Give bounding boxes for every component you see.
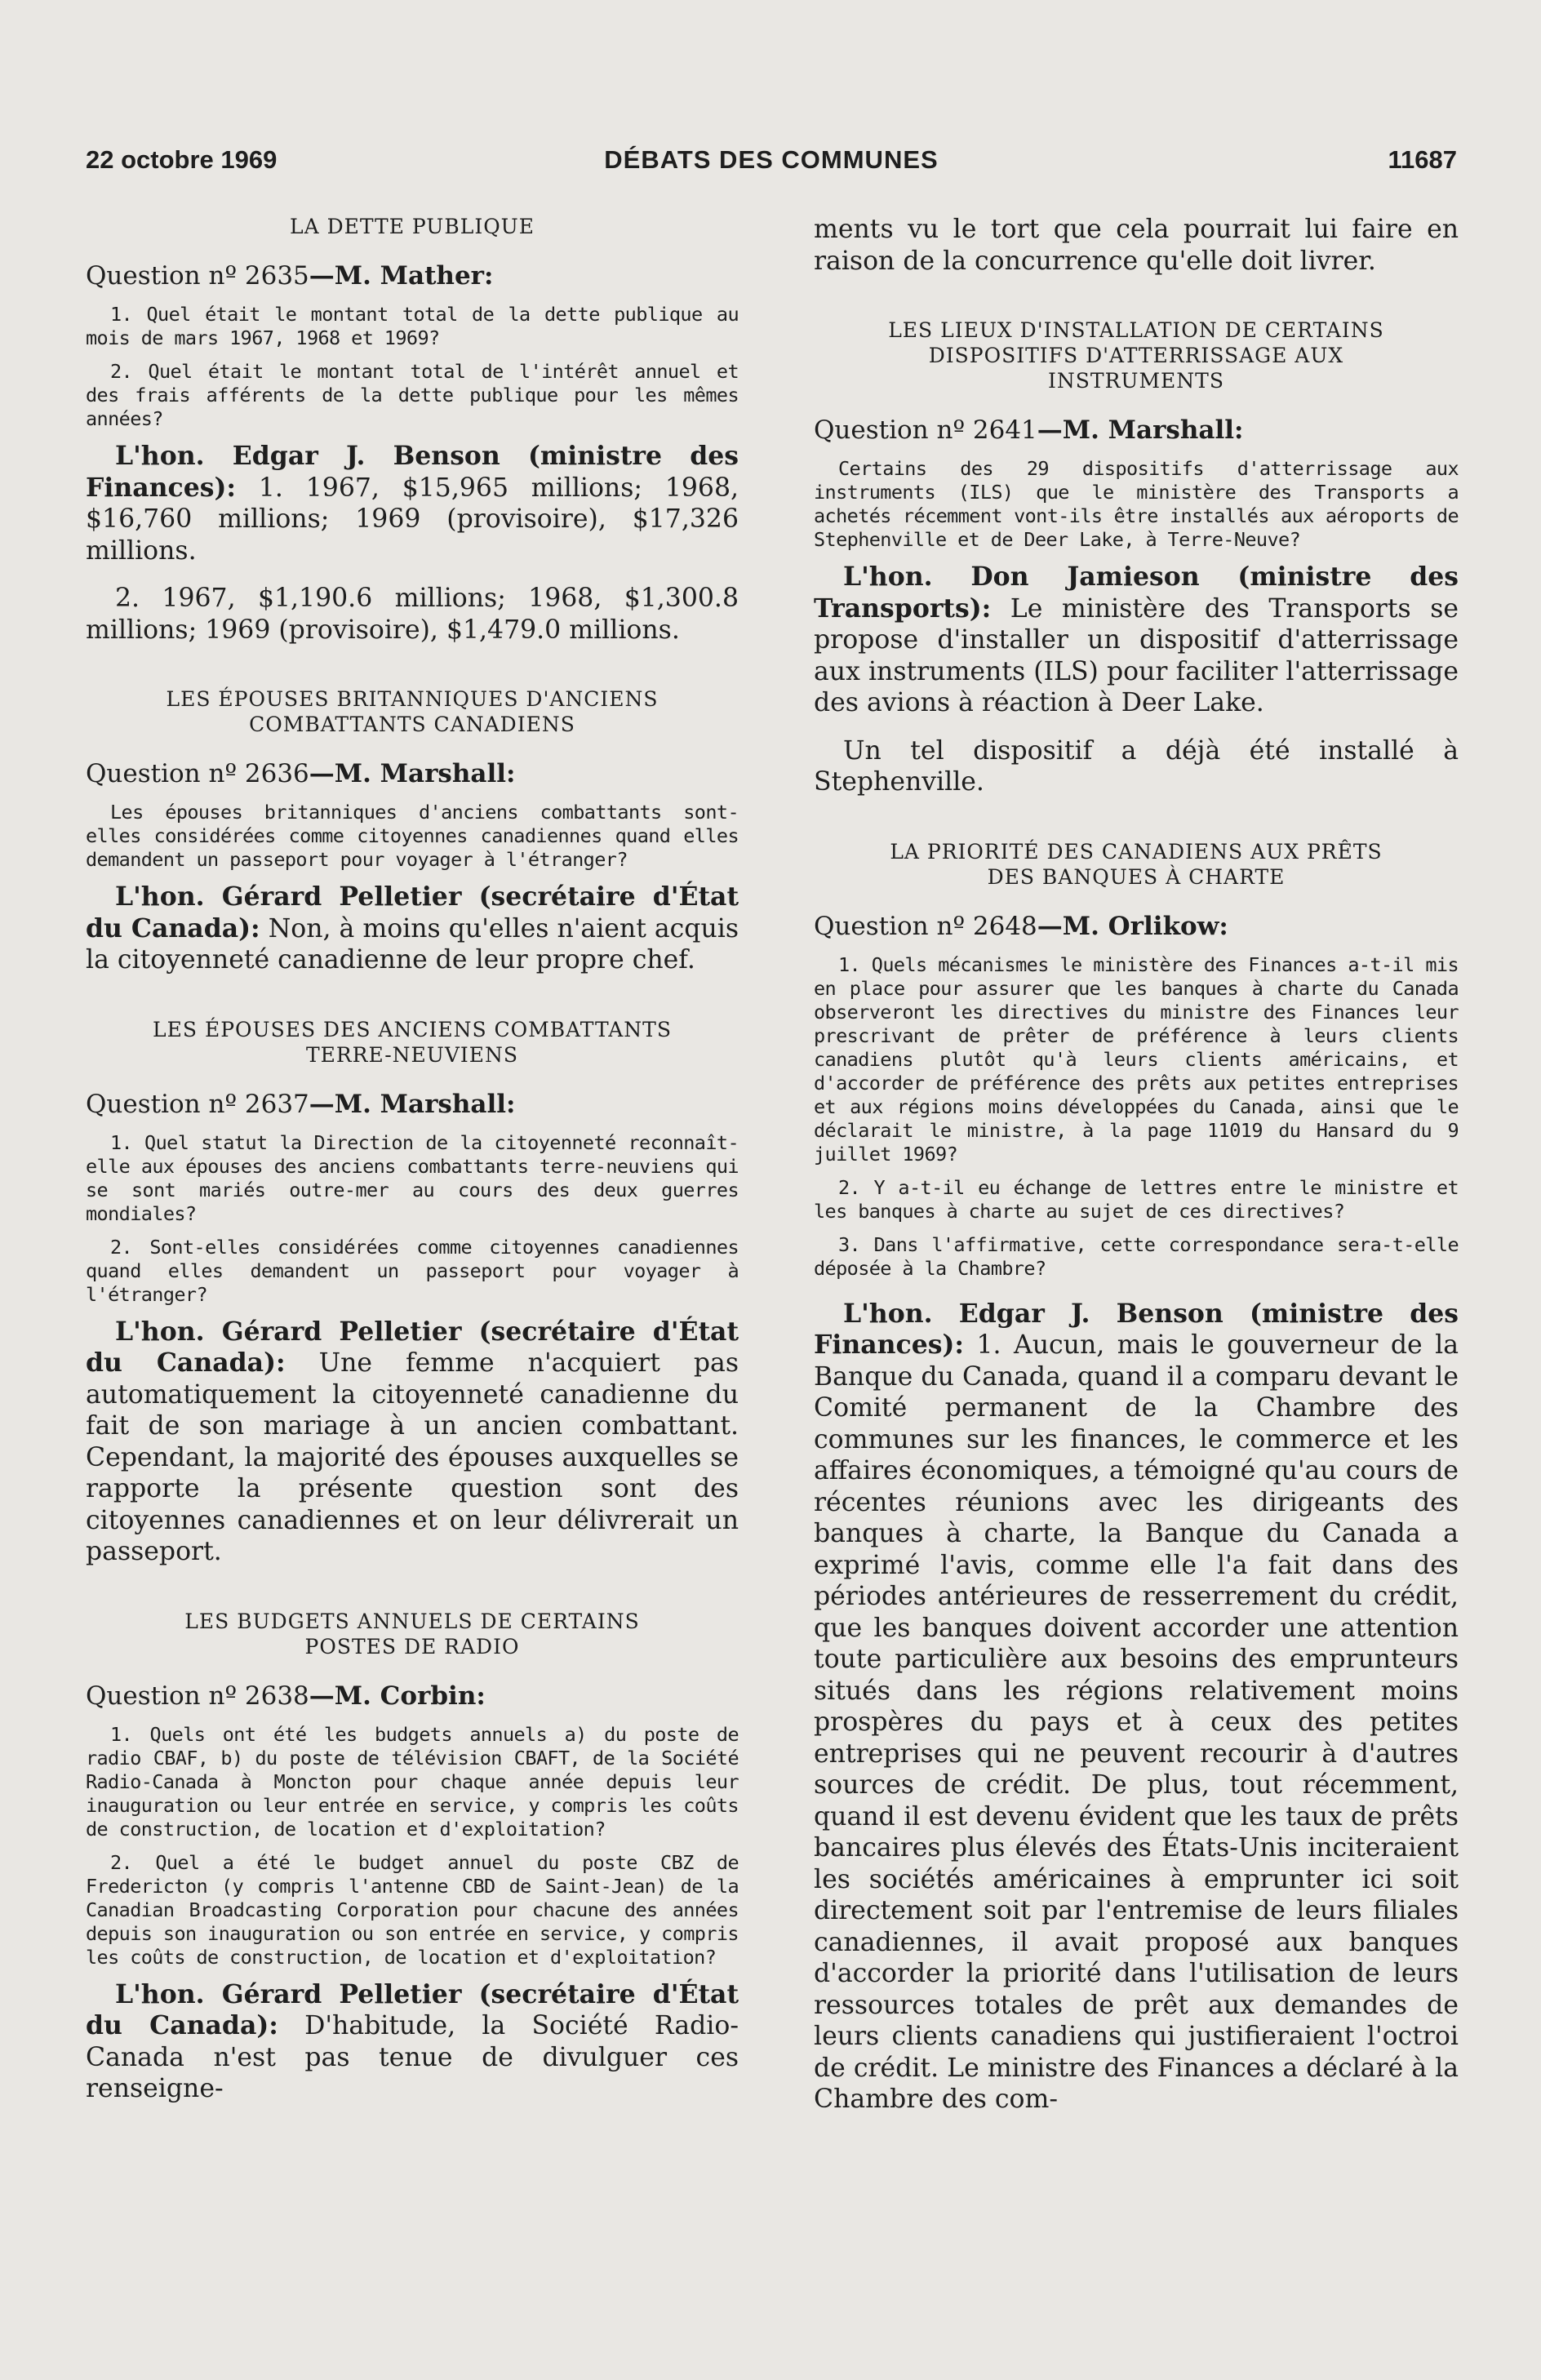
section-heading: LES LIEUX D'INSTALLATION DE CERTAINS DISPOSITIFS D'ATTERRISSAGE AUX INSTRUMENTS: [888, 318, 1384, 393]
answer-speaker: L'hon. Gérard Pelletier (secrétaire d'État du Canada):: [86, 881, 739, 944]
question-member: —M. Corbin:: [309, 1681, 486, 1711]
answer-text: L'hon. Edgar J. Benson (ministre des Finances): 1. 1967, $15,965 millions; 1968, $16,760 millions; 1969 (provisoire), $17,326 millions.: [86, 441, 739, 566]
section-heading: LA PRIORITÉ DES CANADIENS AUX PRÊTS DES BANQUES À CHARTE: [890, 839, 1383, 889]
question-text: 1. Quel statut la Direction de la citoyenneté reconnaît-elle aux épouses des anciens combattants terre-neuviens qui se sont mariés outre-mer au cours des deux guerres mondiales?: [86, 1130, 739, 1225]
answer-speaker: L'hon. Don Jamieson (ministre des Transports):: [814, 562, 1459, 624]
question-line: [86, 260, 739, 291]
section-priorite-canadiens: [814, 839, 1459, 2116]
question-text: 2. Y a-t-il eu échange de lettres entre le ministre et les banques à charte au sujet de ces directives?: [814, 1175, 1459, 1223]
question-line: [814, 911, 1459, 942]
section-heading: LES ÉPOUSES DES ANCIENS COMBATTANTS TERRE-NEUVIENS: [153, 1017, 672, 1067]
left-column: [86, 214, 739, 2121]
section-budgets-radio: [86, 1609, 739, 2105]
answer-speaker: L'hon. Edgar J. Benson (ministre des Finances):: [814, 1298, 1459, 1360]
answer-text: L'hon. Gérard Pelletier (secrétaire d'État du Canada): Une femme n'acquiert pas automatiquement la citoyenneté canadienne du fait de son mariage à un ancien combattant. Cependant, la majorité des épouses auxquelles se rapporte la présente question sont des citoyennes canadiennes et on leur délivrerait un passeport.: [86, 1316, 739, 1566]
right-column: [814, 214, 1459, 2132]
question-text: Certains des 29 dispositifs d'atterrissage aux instruments (ILS) que le ministère des Transports a achetés récemment vont-ils être installés aux aéroports de Stephenville et de Deer Lake, à Terre-Neuve?: [814, 457, 1459, 551]
question-member: —M. Marshall:: [309, 759, 516, 788]
question-text: 2. Sont-elles considérées comme citoyennes canadiennes quand elles demandent un passeport pour voyager à l'étranger?: [86, 1235, 739, 1306]
page-number: 11687: [1388, 145, 1457, 174]
question-line: [86, 1681, 739, 1712]
section-epouses-britanniques: [86, 686, 739, 976]
answer-text: Un tel dispositif a déjà été installé à Stephenville.: [814, 735, 1459, 797]
answer-speaker: L'hon. Edgar J. Benson (ministre des Finances):: [86, 441, 739, 503]
section-epouses-terre-neuviens: [86, 1017, 739, 1568]
answer-speaker: L'hon. Gérard Pelletier (secrétaire d'État du Canada):: [86, 1316, 739, 1378]
question-text: 3. Dans l'affirmative, cette correspondance sera-t-elle déposée à la Chambre?: [814, 1232, 1459, 1280]
question-member: —M. Marshall:: [1037, 415, 1244, 445]
section-heading: LES BUDGETS ANNUELS DE CERTAINS POSTES DE RADIO: [184, 1609, 640, 1658]
question-text: Les épouses britanniques d'anciens combattants sont-elles considérées comme citoyennes canadiennes quand elles demandent un passeport pour voyager à l'étranger?: [86, 801, 739, 871]
section-heading: LES ÉPOUSES BRITANNIQUES D'ANCIENS COMBATTANTS CANADIENS: [166, 687, 659, 736]
question-text: 2. Quel a été le budget annuel du poste CBZ de Fredericton (y compris l'antenne CBD de Saint-Jean) de la Canadian Broadcasting Corporation pour chacune des années depuis son inauguration ou son entrée en service, y compris les coûts de construction, de location et d'exploitation?: [86, 1850, 739, 1969]
answer-continuation: ments vu le tort que cela pourrait lui faire en raison de la concurrence qu'elle doit livrer.: [814, 215, 1459, 276]
answer-text: 2. 1967, $1,190.6 millions; 1968, $1,300.8 millions; 1969 (provisoire), $1,479.0 millions.: [86, 584, 739, 645]
question-line: [86, 758, 739, 789]
question-text: 1. Quels ont été les budgets annuels a) du poste de radio CBAF, b) du poste de télévision CBAFT, de la Société Radio-Canada à Moncton pour chaque année depuis leur inauguration ou leur entrée en service, y compris les coûts de construction, de location et d'exploitation?: [86, 1722, 739, 1841]
question-label: Question nº 2648: [814, 911, 1037, 941]
answer-text: L'hon. Gérard Pelletier (secrétaire d'État du Canada): D'habitude, la Société Radio-Canada n'est pas tenue de divulguer ces renseigne-: [86, 1978, 739, 2103]
question-label: Question nº 2637: [86, 1089, 309, 1119]
answer-speaker: L'hon. Gérard Pelletier (secrétaire d'État du Canada):: [86, 1978, 739, 2040]
question-label: Question nº 2635: [86, 261, 309, 291]
answer-text: L'hon. Don Jamieson (ministre des Transports): Le ministère des Transports se propose d'installer un dispositif d'atterrissage aux instruments (ILS) pour faciliter l'atterrissage des avions à réaction à Deer Lake.: [814, 562, 1459, 717]
section-heading: LA DETTE PUBLIQUE: [289, 215, 535, 238]
question-member: —M. Marshall:: [309, 1089, 516, 1119]
question-line: [814, 415, 1459, 446]
question-label: Question nº 2636: [86, 759, 309, 788]
page-header: [86, 145, 1457, 183]
section-dispositifs-atterrissage: [814, 317, 1459, 798]
question-label: Question nº 2638: [86, 1681, 309, 1711]
header-date: 22 octobre 1969: [86, 145, 278, 174]
question-text: 1. Quels mécanismes le ministère des Finances a-t-il mis en place pour assurer que les banques à charte du Canada observeront les directives du ministre des Finances leur prescrivant de prêter de préférence à leurs clients canadiens plutôt qu'à leurs clients américains, et d'accorder de préférence des prêts aux petites entreprises et aux régions moins développées du Canada, ainsi que le déclarait le ministre, à la page 11019 du Hansard du 9 juillet 1969?: [814, 952, 1459, 1166]
answer-text: L'hon. Edgar J. Benson (ministre des Finances): 1. Aucun, mais le gouverneur de la Banque du Canada, quand il a comparu devant le Comité permanent de la Chambre des communes sur les finances, le commerce et les affaires économiques, a témoigné qu'au cours de récentes réunions avec les dirigeants des banques à charte, la Banque du Canada a exprimé l'avis, comme elle l'a fait dans des périodes antérieures de resserrement du crédit, que les banques doivent accorder une attention toute particulière aux besoins des emprunteurs situés dans les régions relativement moins prospères du pays et à ceux des petites entreprises qui ne peuvent recourir à d'autres sources de crédit. De plus, tout récemment, quand il est devenu évident que les taux de prêts bancaires plus élevés des États-Unis inciteraient les sociétés américaines à emprunter ici soit directement soit par l'entremise de leurs filiales canadiennes, il avait proposé aux banques d'accorder la priorité dans l'utilisation de leurs ressources totales de prêt aux demandes de leurs clients canadiens qui justifieraient l'octroi de crédit. Le ministre des Finances a déclaré à la Chambre des com-: [814, 1298, 1459, 2114]
header-title: DÉBATS DES COMMUNES: [604, 145, 939, 174]
question-label: Question nº 2641: [814, 415, 1037, 445]
answer-text: L'hon. Gérard Pelletier (secrétaire d'État du Canada): Non, à moins qu'elles n'aient acquis la citoyenneté canadienne de leur propre chef.: [86, 881, 739, 975]
question-member: —M. Orlikow:: [1037, 911, 1228, 941]
question-member: —M. Mather:: [309, 261, 494, 291]
question-line: [86, 1089, 739, 1120]
question-text: 2. Quel était le montant total de l'intérêt annuel et des frais afférents de la dette publique pour les mêmes années?: [86, 360, 739, 430]
question-text: 1. Quel était le montant total de la dette publique au mois de mars 1967, 1968 et 1969?: [86, 303, 739, 349]
section-dette-publique: [86, 214, 739, 646]
